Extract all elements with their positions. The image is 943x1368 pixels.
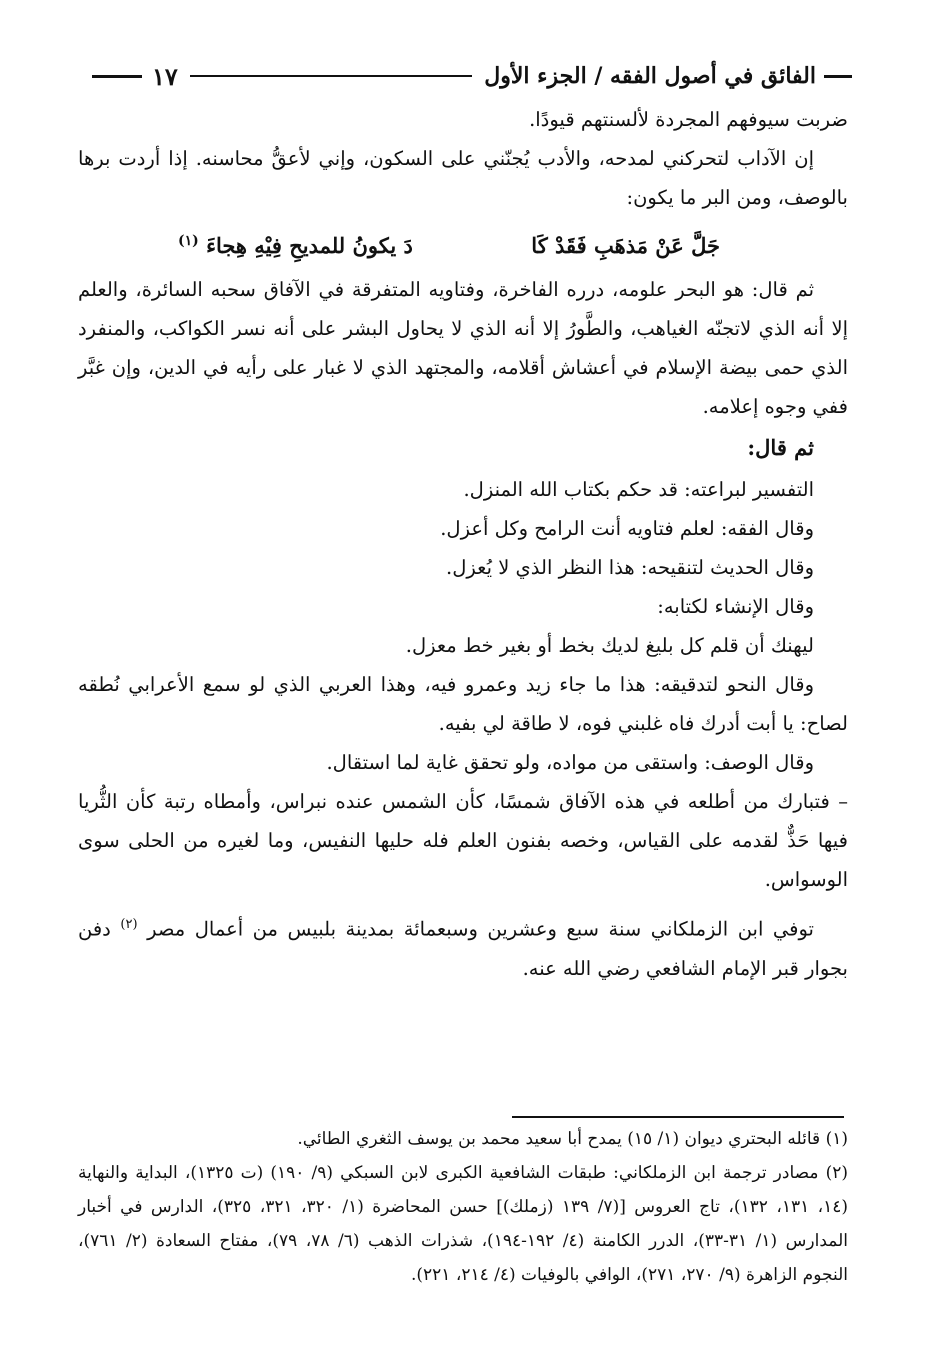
footnote-separator [512,1116,844,1118]
section-heading: ثم قال: [747,435,814,460]
footnote-ref-2: (٢) [120,917,138,932]
paragraph-1: ضربت سيوفهم المجردة لألسنتهم قيودًا. [529,108,848,131]
paragraph-praise: – فتبارك من أطلعه في هذه الآفاق شمسًا، كأن الشمس عنده نبراس، وأمطاه رتبة كأن الثُّريا فيها حَذٌّ لقدمه على القياس، وخصه بفنون العلم فله حليها النفيس، وما لغيره من الحلى سوى الوسواس. [78,790,848,891]
footnotes [78,1122,848,1292]
main-text [78,100,848,988]
verse-first-hemistich: جَلَّ عَنْ مَذهَبِ فَقَدْ كَا [531,233,720,258]
page-number: ١٧ [152,61,178,91]
poem-verse [78,217,848,270]
line-hadith: وقال الحديث لتنقيحه: هذا النظر الذي لا يُعزل. [446,556,814,579]
line-tafsir: التفسير لبراعته: قد حكم بكتاب الله المنزل. [463,478,814,501]
paragraph-2: إن الآداب لتحركني لمدحه، والأدب يُجنّني على السكون، وإني لأعقُّ محاسنه. إذا أردت برها بالوصف، ومن البر ما يكون: [78,147,848,209]
paragraph-death [78,905,848,988]
verse-second-hemistich [178,217,413,270]
line-wasf: وقال الوصف: واستقى من مواده، ولو تحقق غاية لما استقال. [326,751,814,774]
footnote-2: (٢) مصادر ترجمة ابن الزملكاني: طبقات الشافعية الكبرى لابن السبكي (٩/ ١٩٠) (ت ١٣٢٥)، البداية والنهاية (١٤، ١٣١، ١٣٢)، تاج العروس [(٧/ ١٣٩ (زملك)] حسن المحاضرة (١/ ٣٢٠، ٣٢١، ٣٢٥)، الدارس في أخبار المدارس (١/ ٣١-٣٣)، الدرر الكامنة (٤/ ١٩٢-١٩٤)، شذرات الذهب (٦/ ٧٨، ٧٩)، مفتاح السعادة (٢/ ٧٦١)، النجوم الزاهرة (٩/ ٢٧٠، ٢٧١)، الوافي بالوفيات (٤/ ٢١٤، ٢٢١). [78,1163,849,1285]
header-rule [190,75,472,77]
verse-second-text: دَ يكونُ للمديحِ فِيْهِ هِجاءَ [206,233,413,258]
line-fiqh: وقال الفقه: لعلم فتاويه أنت الرامح وكل أعزل. [440,517,814,540]
paragraph-nahw: وقال النحو لتدقيقه: هذا ما جاء زيد وعمرو فيه، وهذا العربي الذي لو سمع الأعرابي نُطقه لصاح: يا أبت أدرك فاه غلبني فوه، لا طاقة لي بفيه. [78,673,848,735]
death-text-b: دفن بجوار قبر الإمام الشافعي رضي الله عنه. [78,917,848,980]
running-header [92,56,852,96]
header-dash-left [92,75,142,78]
footnote-ref-1: (١) [178,233,199,249]
footnote-1: (١) قائله البحتري ديوان (١/ ١٥) يمدح أبا سعيد محمد بن يوسف الثغري الطائي. [297,1129,848,1149]
header-title: الفائق في أصول الفقه / الجزء الأول [484,63,816,89]
header-dash-right [824,75,852,78]
line-insha: وقال الإنشاء لكتابه: [657,595,814,618]
line-qalam: ليهنك أن قلم كل بليغ لديك بخط أو بغير خط معزل. [405,634,814,657]
death-text-a: توفي ابن الزملكاني سنة سبع وعشرين وسبعمائة بمدينة بلبيس من أعمال مصر [147,917,814,941]
paragraph-3: ثم قال: هو البحر علومه، درره الفاخرة، وفتاويه المتفرقة في الآفاق سحبه السائرة، والعلم إلا أنه الذي لاتجنّه الغياهب، والطَّورُ إلا أنه الذي لا يحاول البشر على أنه نسر الكواكب، والمنفرد الذي حمى بيضة الإسلام في أعشاش أقلامه، والمجتهد الذي لا غبار على رأيه في الدين، وإن غبَّر ففي وجوه إعلامه. [78,278,848,418]
